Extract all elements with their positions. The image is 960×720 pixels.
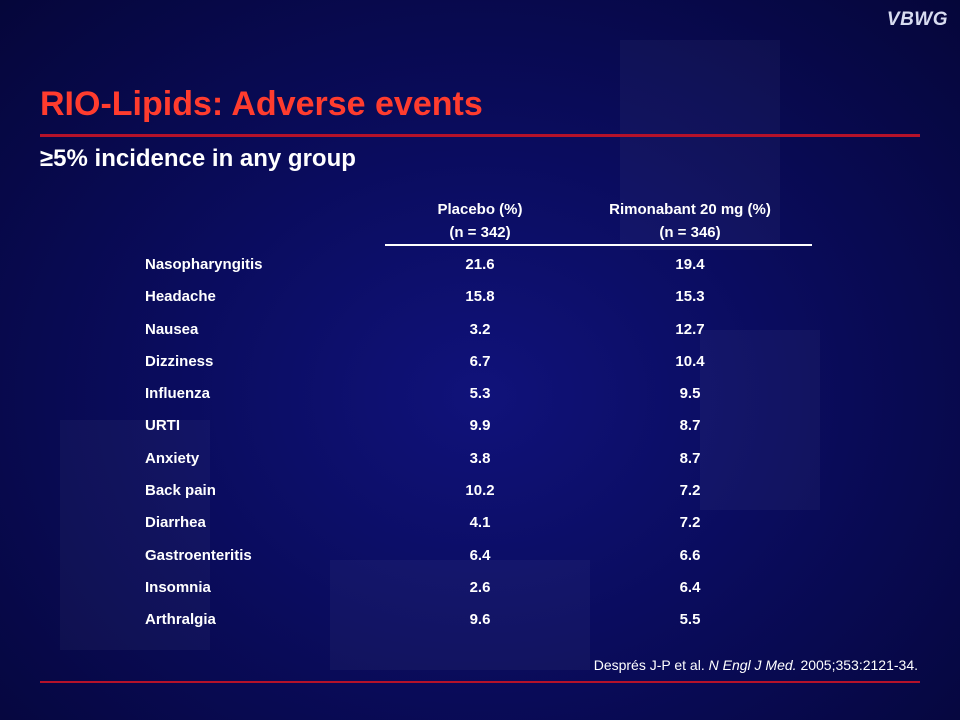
rimonabant-value: 10.4	[675, 352, 705, 370]
event-name: Headache	[145, 288, 216, 306]
rimonabant-value: 9.5	[679, 385, 701, 403]
table-row	[0, 346, 960, 378]
table-row	[0, 540, 960, 572]
column-header-line2: (n = 342)	[449, 224, 511, 241]
placebo-value: 15.8	[465, 288, 495, 306]
rimonabant-value: 7.2	[679, 514, 701, 532]
column-header-placebo	[385, 198, 575, 244]
table-row	[0, 249, 960, 281]
placebo-value: 9.6	[469, 611, 491, 629]
placebo-value: 6.7	[469, 352, 491, 370]
title-divider	[40, 134, 920, 137]
placebo-value: 5.3	[469, 385, 491, 403]
event-name: Diarrhea	[145, 514, 206, 532]
citation-journal: N Engl J Med.	[708, 657, 797, 673]
column-header-rimonabant	[565, 198, 815, 244]
table-row	[0, 443, 960, 475]
event-name: Nasopharyngitis	[145, 256, 263, 273]
adverse-events-table	[0, 249, 960, 637]
column-header-line1: Placebo (%)	[437, 201, 523, 218]
citation-authors: Després J-P et al.	[593, 657, 705, 673]
event-name: Dizziness	[145, 352, 214, 370]
placebo-value: 6.4	[469, 546, 491, 564]
placebo-value: 3.8	[469, 449, 491, 467]
citation	[594, 657, 918, 673]
rimonabant-value: 8.7	[679, 449, 701, 467]
placebo-value: 21.6	[465, 256, 495, 273]
table-row	[0, 410, 960, 442]
table-row	[0, 572, 960, 604]
event-name: Influenza	[145, 385, 211, 403]
column-header-line1: Rimonabant 20 mg (%)	[609, 201, 771, 218]
slide-title: RIO-Lipids: Adverse events	[40, 85, 483, 123]
event-name: URTI	[145, 417, 180, 435]
column-header-line2: (n = 346)	[659, 224, 721, 241]
event-name: Back pain	[145, 482, 216, 500]
slide-subtitle: ≥5% incidence in any group	[40, 145, 356, 172]
rimonabant-value: 7.2	[679, 482, 701, 500]
rimonabant-value: 15.3	[675, 288, 705, 306]
table-row	[0, 604, 960, 636]
table-row	[0, 314, 960, 346]
placebo-value: 3.2	[469, 320, 491, 338]
rimonabant-value: 12.7	[675, 320, 705, 338]
table-row	[0, 475, 960, 507]
placebo-value: 2.6	[469, 578, 491, 596]
table-row	[0, 507, 960, 539]
table-row	[0, 281, 960, 313]
header-underline	[385, 244, 812, 246]
placebo-value: 4.1	[469, 514, 491, 532]
footer-divider	[40, 681, 920, 683]
event-name: Nausea	[145, 320, 199, 338]
rimonabant-value: 8.7	[679, 417, 701, 435]
citation-details: 2005;353:2121-34.	[800, 657, 918, 673]
event-name: Anxiety	[145, 449, 200, 467]
rimonabant-value: 6.6	[679, 546, 701, 564]
event-name: Insomnia	[145, 578, 211, 596]
event-name: Gastroenteritis	[145, 546, 252, 564]
placebo-value: 10.2	[465, 482, 495, 500]
event-name: Arthralgia	[145, 611, 216, 629]
rimonabant-value: 19.4	[675, 256, 705, 273]
vbwg-logo: VBWG	[886, 9, 948, 30]
placebo-value: 9.9	[469, 417, 491, 435]
rimonabant-value: 5.5	[679, 611, 701, 629]
table-row	[0, 378, 960, 410]
rimonabant-value: 6.4	[679, 578, 701, 596]
